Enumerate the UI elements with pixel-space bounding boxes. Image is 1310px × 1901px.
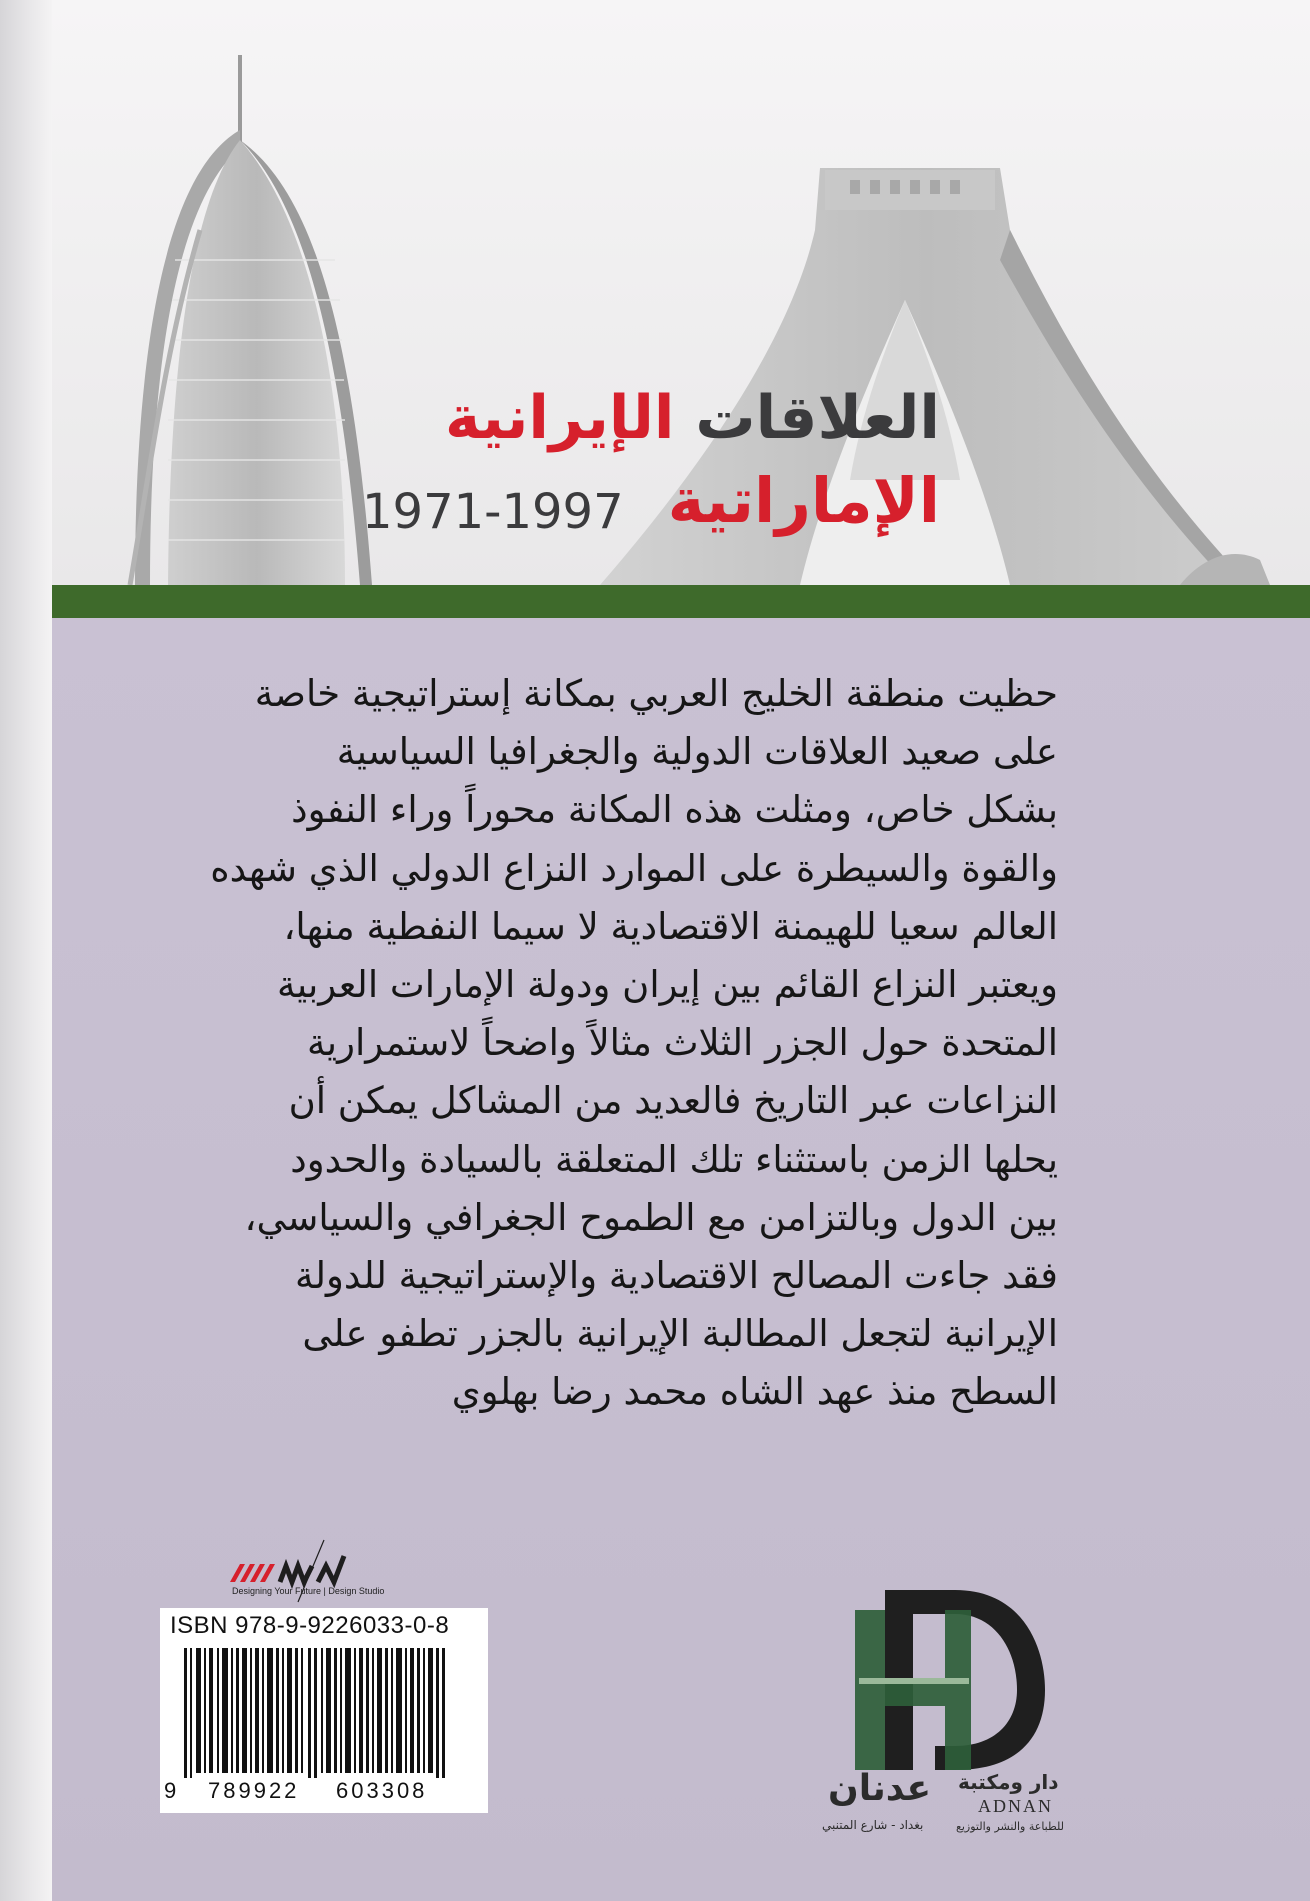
blurb-line: النزاعات عبر التاريخ فالعديد من المشاكل يمكن أن: [288, 1079, 1058, 1123]
blurb-text: [170, 665, 1058, 1422]
barcode-digit-first: 9: [164, 1778, 177, 1803]
landmarks-illustration: [0, 0, 1310, 585]
publisher-tagline: للطباعة والنشر والتوزيع: [956, 1820, 1065, 1833]
isbn-number: ISBN 978-9-9226033-0-8: [170, 1612, 450, 1639]
blurb-line: فقد جاءت المصالح الاقتصادية والإستراتيجية للدولة: [294, 1254, 1058, 1298]
title-word-dark: العلاقات: [695, 383, 940, 453]
isbn-barcode-box: [160, 1608, 488, 1813]
barcode-digits-right: 603308: [336, 1778, 428, 1803]
blurb-line: على صعيد العلاقات الدولية والجغرافيا السياسية: [336, 730, 1058, 774]
blurb-line: السطح منذ عهد الشاه محمد رضا بهلوي: [451, 1370, 1058, 1414]
blurb-line: المتحدة حول الجزر الثلاث مثالاً واضحاً لاستمرارية: [306, 1021, 1058, 1065]
blurb-line: والقوة والسيطرة على الموارد النزاع الدولي الذي شهده: [210, 846, 1058, 890]
adnan-publisher-logo-icon: [845, 1570, 1045, 1780]
book-title-line2: الإماراتية: [667, 464, 940, 537]
green-divider-band: [0, 585, 1310, 618]
title-word-red: الإيرانية: [445, 383, 675, 453]
publisher-location: بغداد - شارع المتنبي: [822, 1818, 924, 1832]
barcode-digits-left: 789922: [208, 1778, 300, 1803]
blurb-line: بشكل خاص، ومثلت هذه المكانة محوراً وراء النفوذ: [291, 788, 1058, 832]
blurb-line: ويعتبر النزاع القائم بين إيران ودولة الإمارات العربية: [276, 963, 1058, 1007]
book-title-line1: [445, 383, 940, 453]
barcode-icon: [174, 1648, 474, 1778]
blurb-line: بين الدول وبالتزامن مع الطموح الجغرافي والسياسي،: [244, 1195, 1058, 1239]
publisher-name-arabic: عدنان: [828, 1768, 932, 1809]
publisher-name-english: ADNAN: [978, 1796, 1053, 1816]
publisher-label-arabic: دار ومكتبة: [958, 1770, 1059, 1794]
blurb-line: الإيرانية لتجعل المطالبة الإيرانية بالجزر تطفو على: [302, 1312, 1058, 1356]
blurb-line: يحلها الزمن باستثناء تلك المتعلقة بالسيادة والحدود: [290, 1137, 1058, 1181]
book-title-years: 1971-1997: [362, 484, 624, 540]
blurb-line: العالم سعيا للهيمنة الاقتصادية لا سيما النفطية منها،: [283, 904, 1058, 948]
design-studio-tagline: Designing Your Future | Design Studio: [232, 1586, 385, 1596]
blurb-line: حظيت منطقة الخليج العربي بمكانة إستراتيجية خاصة: [254, 672, 1058, 715]
